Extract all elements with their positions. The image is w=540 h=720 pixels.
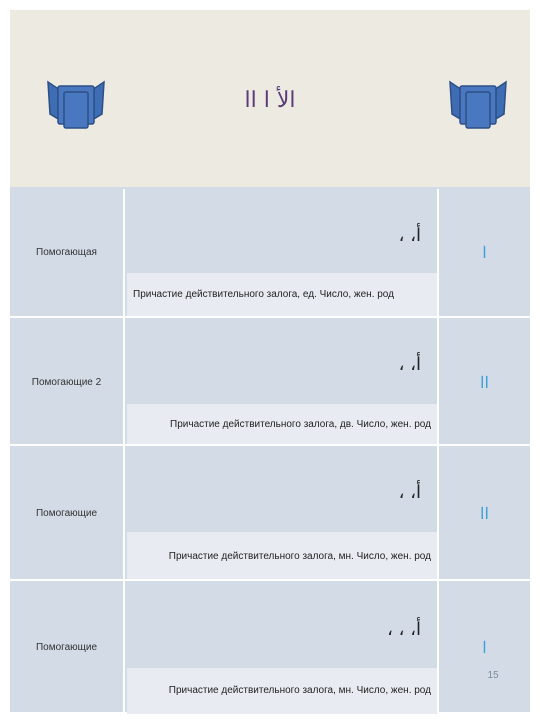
table-row <box>10 444 530 581</box>
page-number: 15 <box>487 670 499 681</box>
slide-header <box>10 10 530 187</box>
row-marker: اا <box>437 318 530 446</box>
arabic-word: أ، ، <box>398 354 421 375</box>
row-gloss: Причастие действительного залога, мн. Число, жен. род <box>127 532 437 581</box>
row-label: Помогающие <box>10 446 125 581</box>
arabic-word: أ، ، <box>398 225 421 246</box>
row-marker: ا <box>437 581 530 714</box>
row-label: Помогающие <box>10 581 125 714</box>
arabic-word: أ، ، ، <box>387 619 421 640</box>
row-marker: ا <box>437 189 530 316</box>
table-row <box>10 316 530 446</box>
ribbon-emblem-icon <box>448 76 508 132</box>
row-label: Помогающая <box>10 189 125 316</box>
table-row <box>10 189 530 316</box>
row-gloss: Причастие действительного залога, мн. Число, жен. род <box>127 668 437 714</box>
row-gloss: Причастие действительного залога, ед. Число, жен. род <box>127 273 437 316</box>
ribbon-emblem-icon <box>46 76 106 132</box>
table-row <box>10 579 530 714</box>
row-marker: اا <box>437 446 530 581</box>
arabic-word: أ، ، <box>398 482 421 503</box>
slide-title: الأ ا اا <box>244 88 296 113</box>
row-gloss: Причастие действительного залога, дв. Число, жен. род <box>127 404 437 446</box>
slide <box>10 10 530 712</box>
row-label: Помогающие 2 <box>10 318 125 446</box>
